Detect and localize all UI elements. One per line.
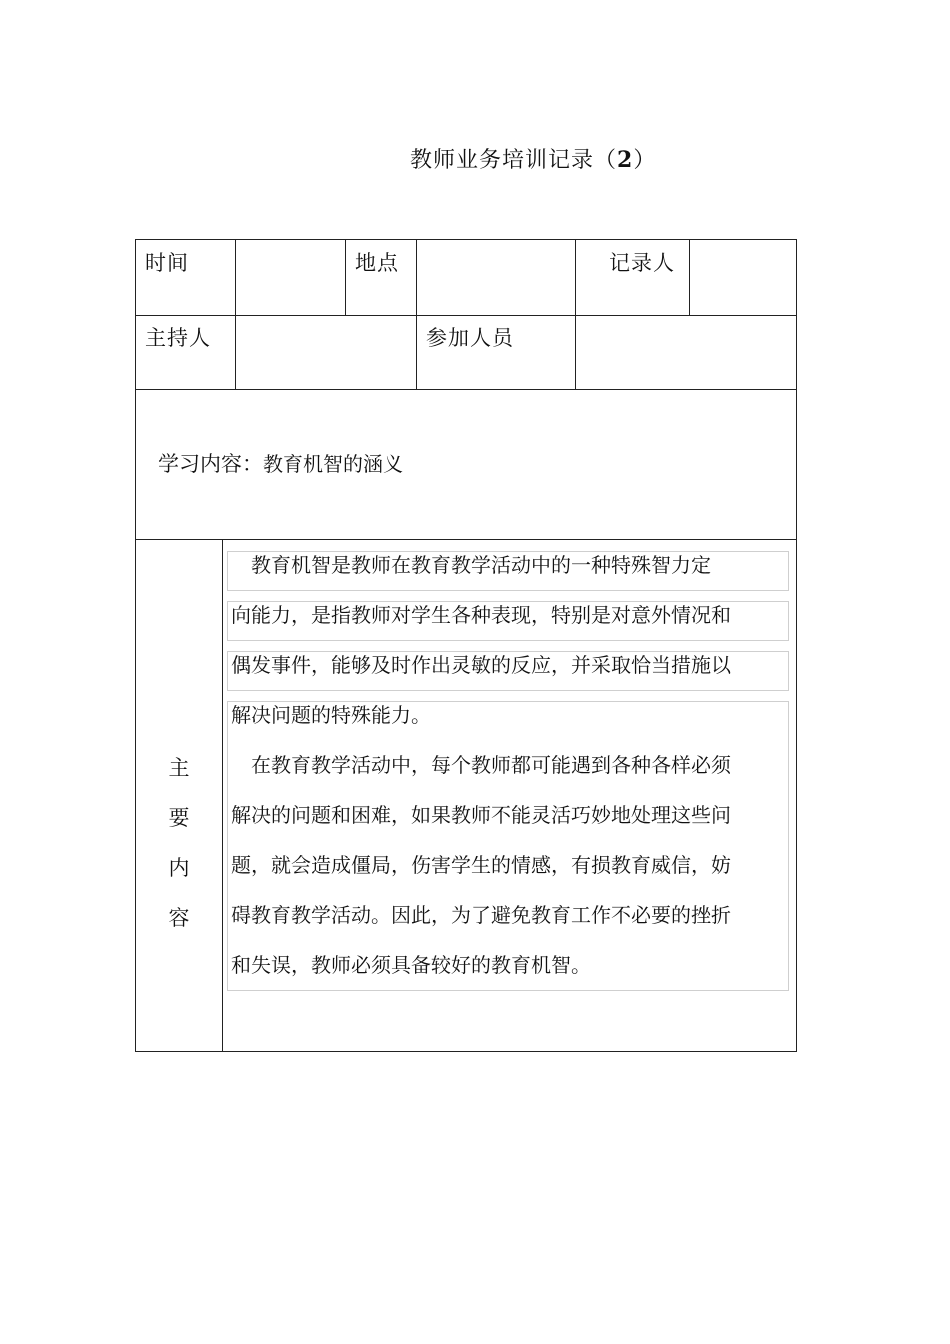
content-line: 偶发事件，能够及时作出灵敏的反应，并采取恰当措施以 [231,653,731,677]
training-record-form [135,239,797,1052]
col-divider-r1-e [689,240,690,315]
content-line: 碍教育教学活动。因此，为了避免教育工作不必要的挫折 [231,903,731,927]
col-divider-main [222,539,223,1051]
participants-label: 参加人员 [426,326,514,350]
content-line: 解决问题的特殊能力。 [231,703,431,727]
main-content-label [136,743,222,943]
study-content-row [158,448,403,478]
content-line: 向能力，是指教师对学生各种表现，特别是对意外情况和 [231,603,731,627]
col-divider-r1-b [345,240,346,315]
col-divider-r1-d [575,240,576,390]
document-title-text: 教师业务培训记录（ [410,148,618,173]
study-content-value: 教育机智的涵义 [263,452,403,476]
study-content-label: 学习内容： [158,452,263,476]
content-line: 教育机智是教师在教育教学活动中的一种特殊智力定 [231,553,711,577]
content-line: 在教育教学活动中，每个教师都可能遇到各种各样必须 [231,753,731,777]
content-line: 和失误，教师必须具备较好的教育机智。 [231,953,591,977]
recorder-label: 记录人 [609,251,675,275]
main-content-label-char: 内 [168,856,190,880]
document-title-close: ） [633,148,657,173]
main-content-label-char: 容 [168,906,190,930]
main-content-label-char: 主 [168,756,190,780]
main-content-text [231,540,791,990]
col-divider-r1-c [416,240,417,390]
content-line: 题，就会造成僵局，伤害学生的情感，有损教育威信，妨 [231,853,731,877]
document-title-number: 2 [617,147,634,173]
host-label: 主持人 [145,326,211,350]
place-label: 地点 [355,251,399,275]
col-divider-r1-a [235,240,236,390]
time-label: 时间 [145,251,189,275]
main-content-label-char: 要 [168,806,190,830]
document-title [410,143,656,174]
content-line: 解决的问题和困难，如果教师不能灵活巧妙地处理这些问 [231,803,731,827]
